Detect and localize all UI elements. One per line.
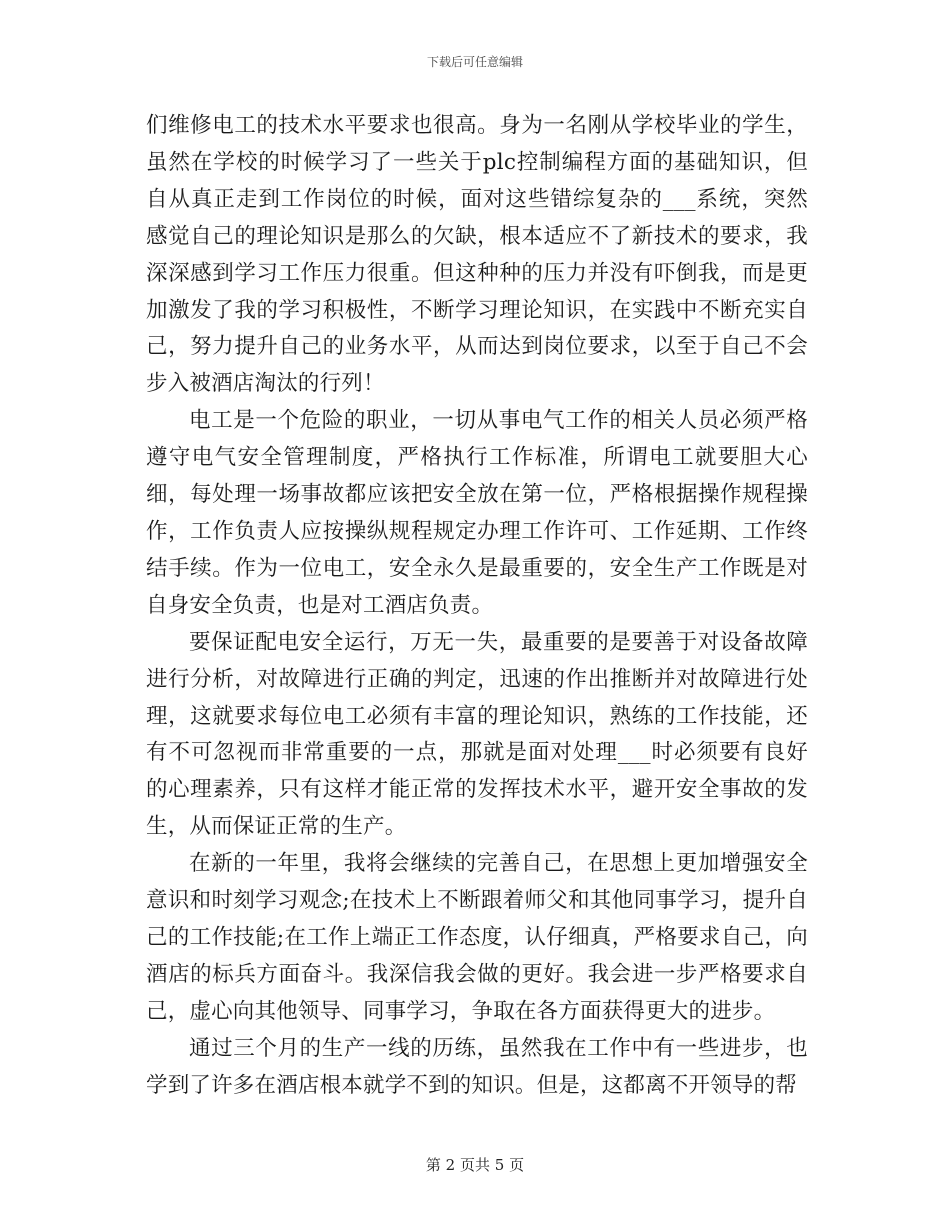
paragraph-2: 电工是一个危险的职业，一切从事电气工作的相关人员必须严格遵守电气安全管理制度，严格执行工作标准，所谓电工就要胆大心细，每处理一场事故都应该把安全放在第一位，严格根据操作规程操作，工作负责人应按操纵规程规定办理工作许可、工作延期、工作终结手续。作为一位电工，安全永久是最重要的，安全生产工作既是对自身安全负责，也是对工酒店负责。: [146, 408, 808, 618]
paragraph-5: 通过三个月的生产一线的历练，虽然我在工作中有一些进步，也学到了许多在酒店根本就学不到的知识。但是，这都离不开领导的帮: [146, 1035, 808, 1098]
paragraph-1: 们维修电工的技术水平要求也很高。身为一名刚从学校毕业的学生，虽然在学校的时候学习了一些关于plc控制编程方面的基础知识，但自从真正走到工作岗位的时候，面对这些错综复杂的___系统，突然感觉自己的理论知识是那么的欠缺，根本适应不了新技术的要求，我深深感到学习工作压力很重。但这种种的压力并没有吓倒我，而是更加激发了我的学习积极性，不断学习理论知识，在实践中不断充实自己，努力提升自己的业务水平，从而达到岗位要求，以至于自己不会步入被酒店淘汰的行列！: [146, 113, 808, 397]
page-number: 第 2 页共 5 页: [425, 1156, 525, 1174]
paragraph-3: 要保证配电安全运行，万无一失，最重要的是要善于对设备故障进行分析，对故障进行正确的判定，迅速的作出推断并对故障进行处理，这就要求每位电工必须有丰富的理论知识，熟练的工作技能，还有不可忽视而非常重要的一点，那就是面对处理___时必须要有良好的心理素养，只有这样才能正常的发挥技术水平，避开安全事故的发生，从而保证正常的生产。: [146, 629, 808, 840]
document-body: [146, 108, 808, 1104]
page-header-note: 下载后可任意编辑: [426, 55, 523, 69]
paragraph-4: 在新的一年里，我将会继续的完善自己，在思想上更加增强安全意识和时刻学习观念;在技术上不断跟着师父和其他同事学习，提升自己的工作技能;在工作上端正工作态度，认仔细真，严格要求自己，向酒店的标兵方面奋斗。我深信我会做的更好。我会进一步严格要求自己，虚心向其他领导、同事学习，争取在各方面获得更大的进步。: [146, 851, 808, 1024]
